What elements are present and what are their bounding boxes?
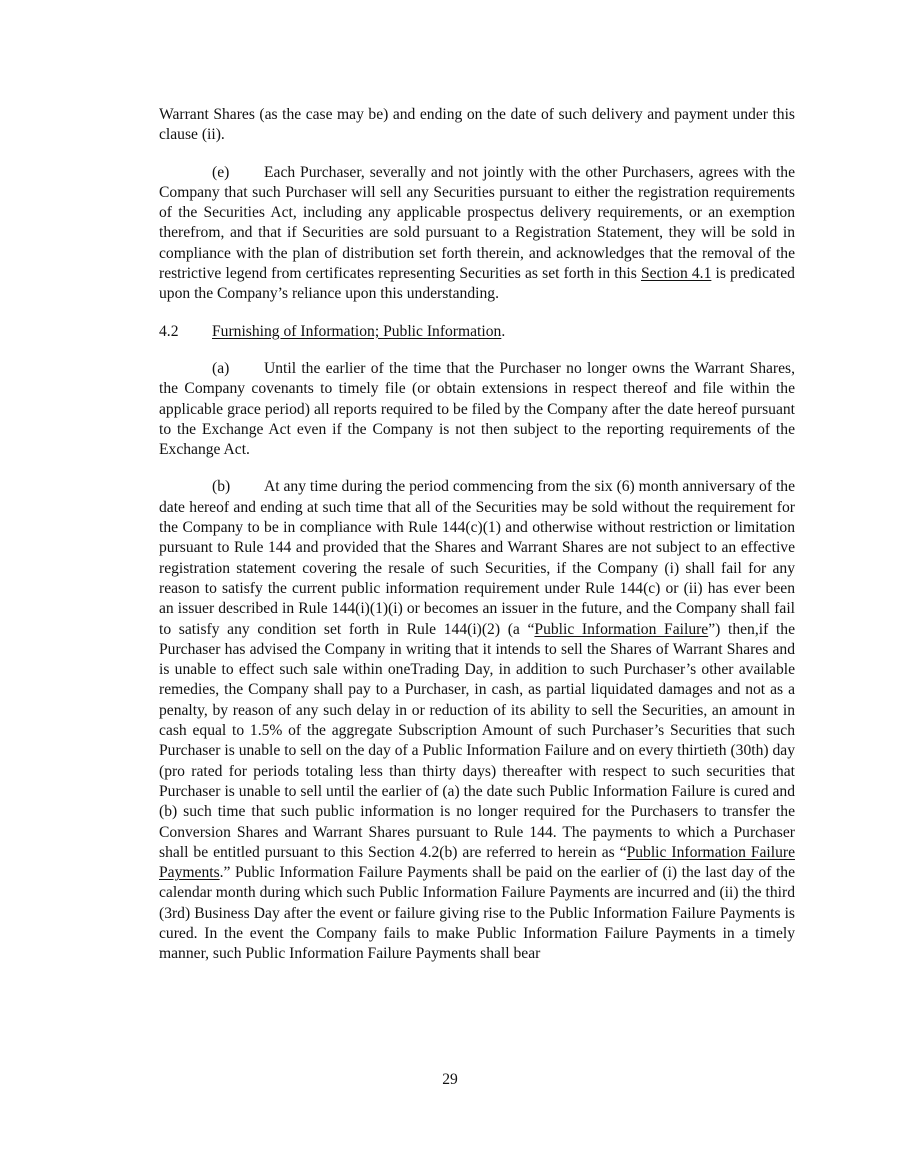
paragraph-e [159, 163, 795, 305]
public-information-failure-term: Public Information Failure [534, 620, 709, 638]
paragraph-b-label: (b) [212, 478, 231, 496]
paragraph-b [159, 477, 795, 964]
paragraph-e-text-end: is predicated upon the Company’s reliance upon this understanding. [159, 265, 795, 303]
public-information-failure-payments-term: Public Information Failure Payments [159, 843, 795, 882]
paragraph-b-text-3: .” Public Information Failure Payments shall be paid on the earlier of (i) the last day of the calendar month during which such Public Information Failure Payments are incurred and (ii) the third (3rd) Business Day after the event or failure giving rise to the Public Information Failure Payments is cured. In the event the Company fails to make Public Information Failure Payments in a timely manner, such Public Information Failure Payments shall bear [159, 864, 795, 963]
paragraph-e-label: (e) [212, 163, 230, 181]
section-title-period: . [501, 322, 506, 340]
section-title: Furnishing of Information; Public Information [212, 322, 502, 340]
paragraph-a [159, 359, 795, 460]
document-page [159, 105, 795, 965]
paragraph-b-text-1: At any time during the period commencing from the six (6) month anniversary of the date hereof and ending at such time that all of the Securities may be sold without the requirement for the Company to be in compliance with Rule 144(c)(1) and otherwise without restriction or limitation pursuant to Rule 144 and provided that the Shares and Warrant Shares are not subject to an effective registration statement covering the resale of such Securities, if the Company (i) shall fail for any reason to satisfy the current public information requirement under Rule 144(c) or (ii) has ever been an issuer described in Rule 144(i)(1)(i) or becomes an issuer in the future, and the Company shall fail to satisfy any condition set forth in Rule 144(i)(2) (a “ [159, 478, 795, 638]
page-number: 29 [442, 1071, 458, 1088]
continuation-text: Warrant Shares (as the case may be) and ending on the date of such delivery and payment under this clause (ii). [159, 106, 795, 144]
section-4-1-reference: Section 4.1 [640, 265, 712, 283]
paragraph-b-text-2: ”) then,if the Purchaser has advised the Company in writing that it intends to sell the Shares of Warrant Shares and is unable to effect such sale within oneTrading Day, in addition to such Purchaser’s other available remedies, the Company shall pay to a Purchaser, in cash, as partial liquidated damages and not as a penalty, by reason of any such delay in or reduction of its ability to sell the Securities, an amount in cash equal to 1.5% of the aggregate Subscription Amount of such Purchaser’s Securities that such Purchaser is unable to sell on the day of a Public Information Failure and on every thirtieth (30th) day (pro rated for periods totaling less than thirty days) thereafter with respect to such securities that Purchaser is unable to sell until the earlier of (a) the date such Public Information Failure is cured and (b) such time that such public information is no longer required for the Purchasers to transfer the Conversion Shares and Warrant Shares pursuant to Rule 144. The payments to which a Purchaser shall be entitled pursuant to this Section 4.2(b) are referred to herein as “ [159, 620, 795, 861]
paragraph-e-text: Each Purchaser, severally and not jointly with the other Purchasers, agrees with the Company that such Purchaser will sell any Securities pursuant to either the registration requirements of the Securities Act, including any applicable prospectus delivery requirements, or an exemption therefrom, and that if Securities are sold pursuant to a Registration Statement, they will be sold in compliance with the plan of distribution set forth therein, and acknowledges that the removal of the restrictive legend from certificates representing Securities as set forth in this [159, 163, 795, 283]
paragraph-a-text: Until the earlier of the time that the Purchaser no longer owns the Warrant Shares, the Company covenants to timely file (or obtain extensions in respect thereof and file within the applicable grace period) all reports required to be filed by the Company after the date hereof pursuant to the Exchange Act even if the Company is not then subject to the reporting requirements of the Exchange Act. [159, 359, 795, 459]
section-number: 4.2 [159, 322, 179, 340]
section-4-2-heading [159, 322, 795, 342]
continuation-paragraph [159, 105, 795, 146]
paragraph-a-label: (a) [212, 359, 230, 377]
